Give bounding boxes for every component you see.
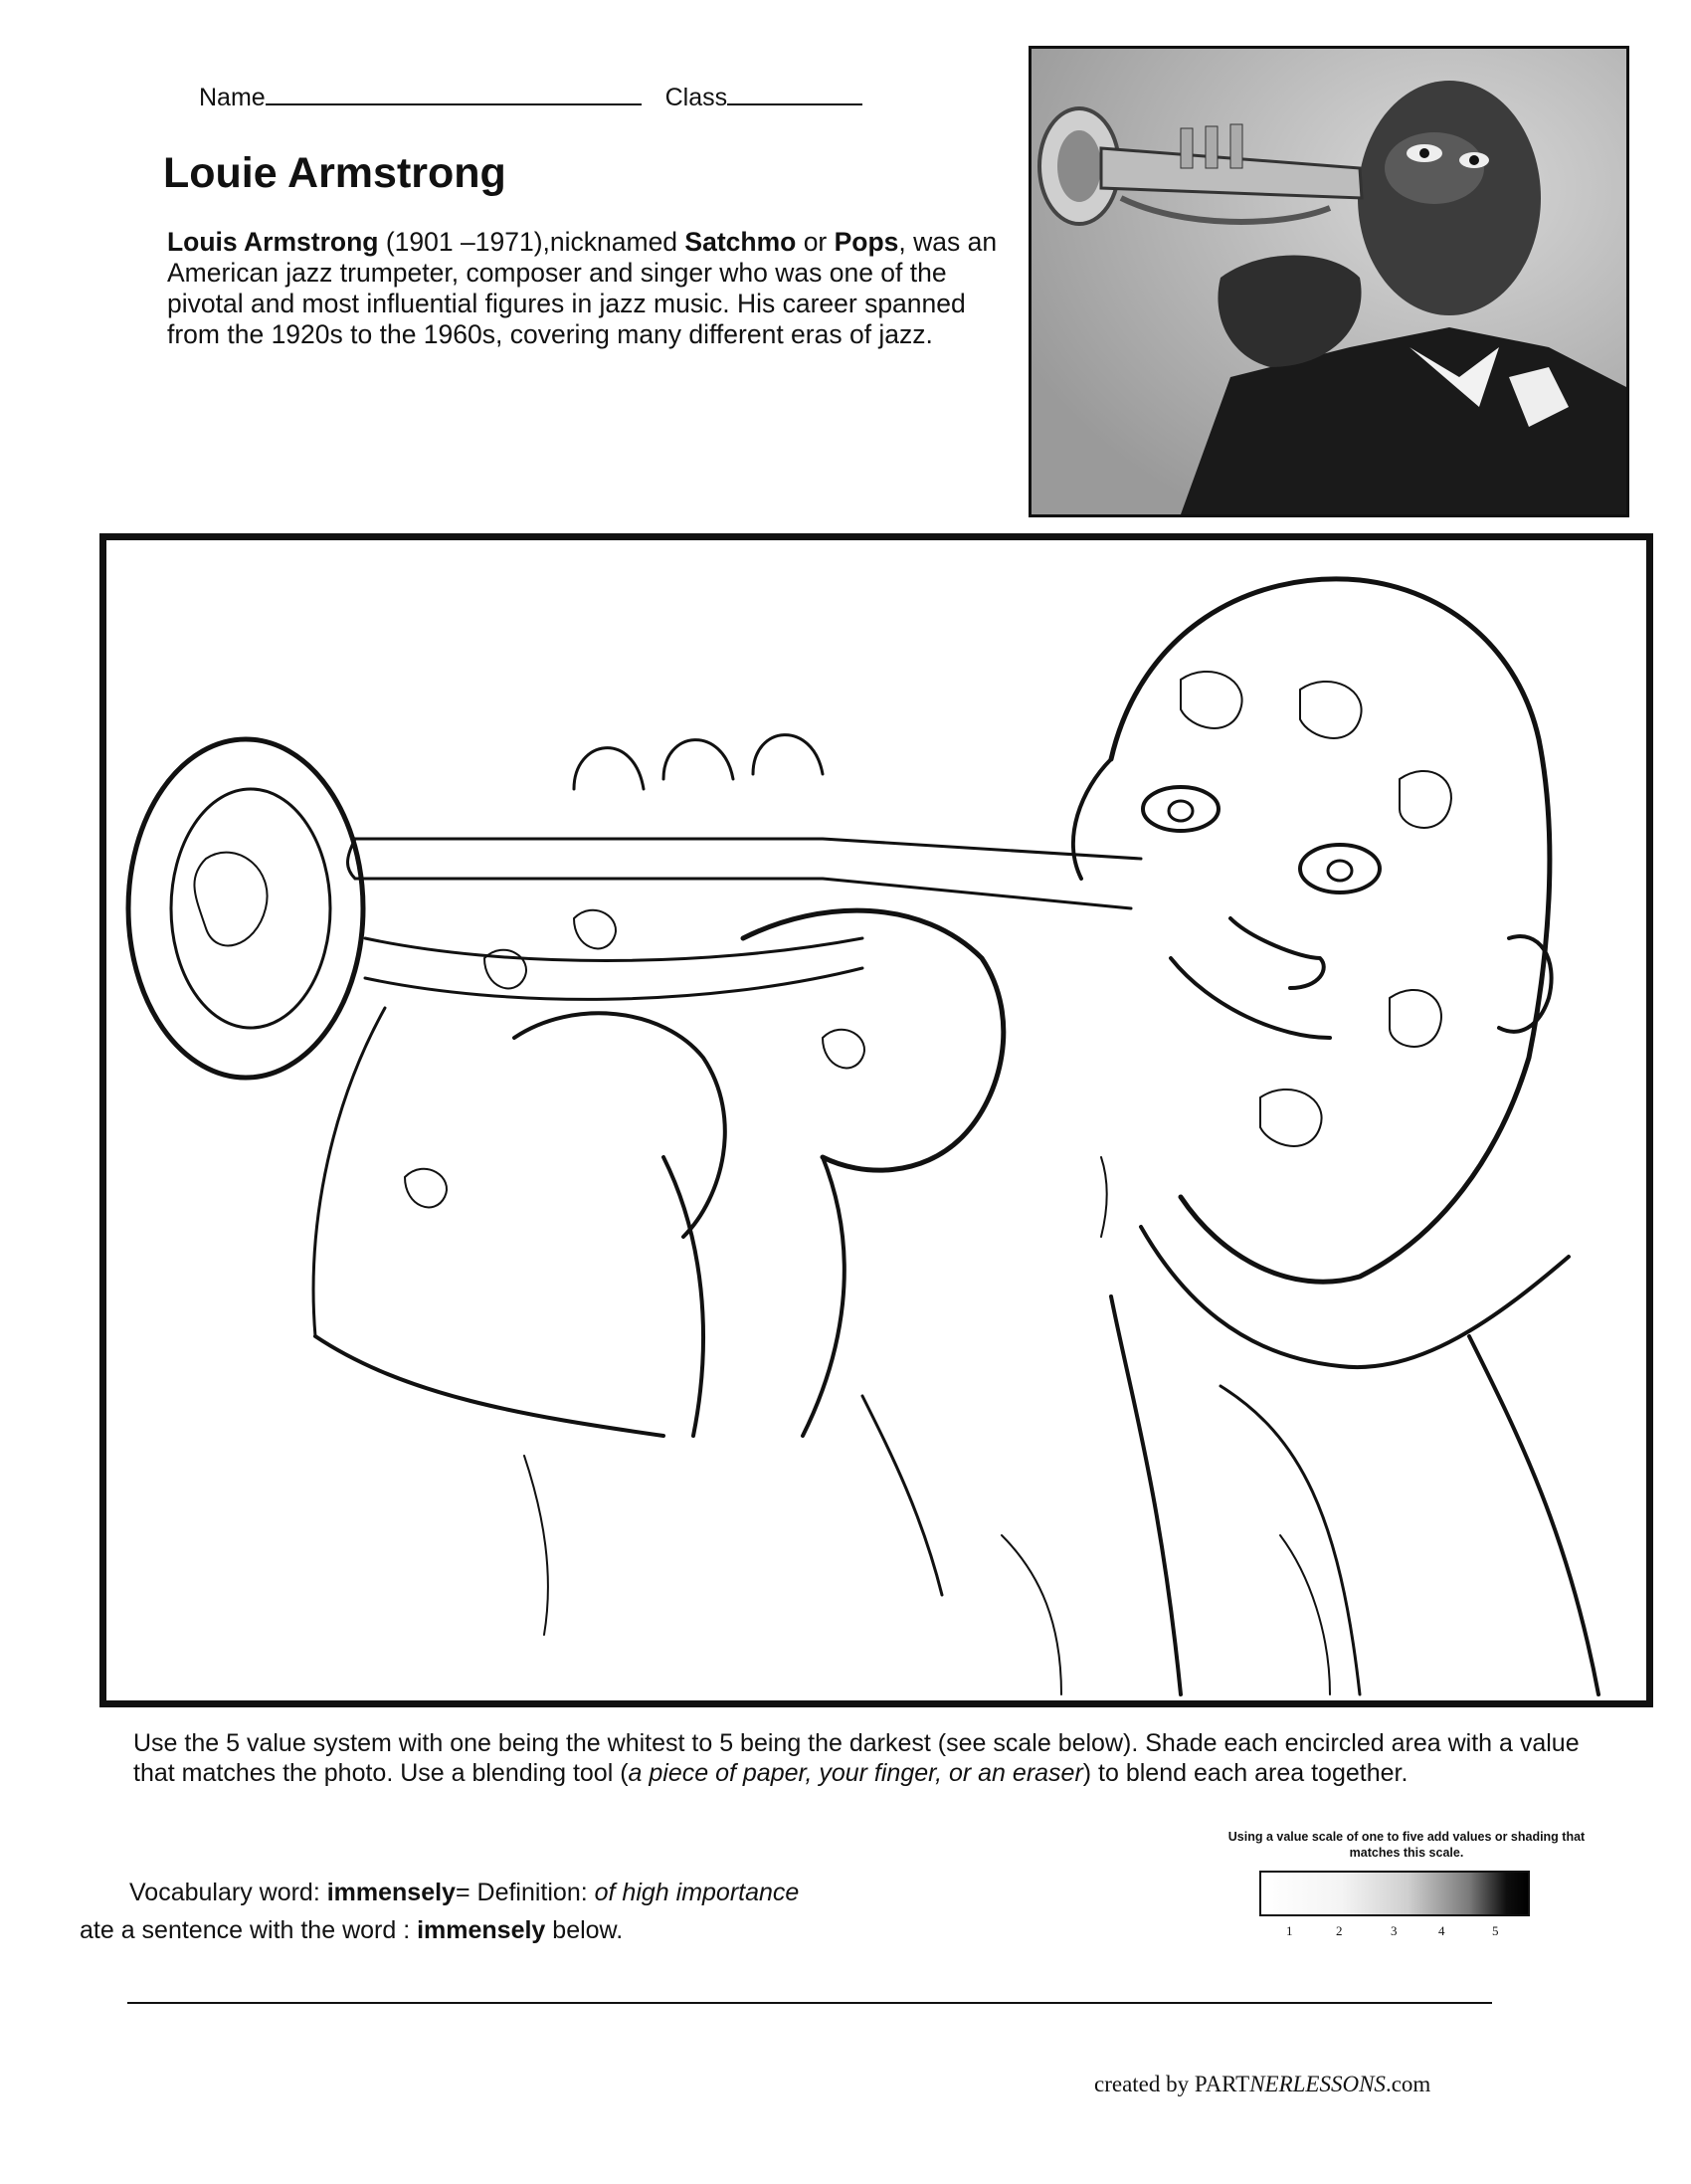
intro-nick-prefix: nicknamed xyxy=(549,227,685,257)
instructions-blending-tools: a piece of paper, your finger, or an eraser xyxy=(628,1759,1083,1787)
instructions-part-1: Use the 5 value system with one being the whitest to 5 being the darkest (see scale below). Shade each encircled area with a value that matches the photo. Use a blending tool ( xyxy=(133,1729,1580,1787)
name-class-row xyxy=(199,84,862,112)
name-blank[interactable] xyxy=(266,103,642,105)
instructions-part-2: ) to blend each area together. xyxy=(1082,1759,1409,1787)
vocab-word: immensely xyxy=(326,1879,456,1906)
sentence-word: immensely xyxy=(417,1916,546,1944)
class-label: Class xyxy=(664,84,728,111)
vocab-definition: of high importance xyxy=(594,1879,800,1906)
intro-paragraph xyxy=(167,227,1003,350)
sentence-prompt xyxy=(80,1916,623,1945)
credit-brand xyxy=(1195,2072,1386,2096)
intro-dates: (1901 –1971), xyxy=(378,227,550,257)
vocab-label: Vocabulary word: xyxy=(129,1879,327,1906)
sentence-answer-line[interactable] xyxy=(127,2002,1492,2004)
credit-prefix: created by xyxy=(1094,2072,1195,2096)
credit-brand-a: PART xyxy=(1194,2072,1250,2096)
scale-label-1: 1 xyxy=(1286,1923,1293,1938)
scale-label-3: 3 xyxy=(1391,1923,1398,1938)
outline-artwork xyxy=(106,540,1646,1700)
value-scale-bar xyxy=(1259,1871,1530,1916)
intro-nickname-1: Satchmo xyxy=(684,227,797,257)
scale-label-2: 2 xyxy=(1336,1923,1343,1938)
vocabulary-line xyxy=(129,1879,799,1907)
vocab-definition-label: = Definition: xyxy=(455,1879,595,1906)
intro-rest: , was an American jazz trumpeter, composer and singer who was one of the pivotal and most influential figures in jazz music. His career spanned from the 1920s to the 1960s, covering many different eras of jazz. xyxy=(167,227,998,349)
page-title: Louie Armstrong xyxy=(163,149,506,197)
intro-name: Louis Armstrong xyxy=(167,227,379,257)
intro-nickname-2: Pops xyxy=(834,227,899,257)
value-scale-caption: Using a value scale of one to five add values or shading that matches this scale. xyxy=(1227,1830,1586,1860)
name-label: Name xyxy=(199,84,266,111)
class-blank[interactable] xyxy=(727,103,862,105)
reference-photo-drawing xyxy=(1032,49,1626,514)
intro-or: or xyxy=(796,227,835,257)
sentence-prefix: ate a sentence with the word : xyxy=(80,1916,418,1944)
credit-brand-b: NERLESSONS xyxy=(1249,2072,1386,2096)
coloring-outline-drawing xyxy=(99,533,1653,1707)
credit-suffix: .com xyxy=(1385,2072,1431,2096)
credit-line xyxy=(1094,2072,1430,2097)
scale-label-5: 5 xyxy=(1492,1923,1499,1938)
sentence-suffix: below. xyxy=(545,1916,624,1944)
reference-photo xyxy=(1029,46,1629,517)
scale-label-4: 4 xyxy=(1438,1923,1445,1938)
shading-instructions xyxy=(133,1728,1586,1788)
